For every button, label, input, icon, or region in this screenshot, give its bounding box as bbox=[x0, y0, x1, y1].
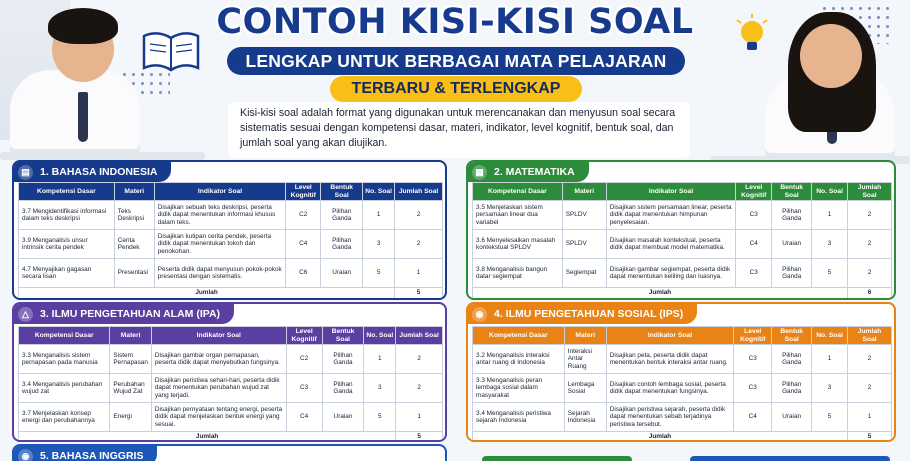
table-header-row bbox=[19, 327, 443, 345]
cell-indikator: Disajikan pernyataan tentang energi, peserta didik dapat menjelaskan bentuk energi yang sesuai. bbox=[151, 403, 286, 432]
cell-materi: Perubahan Wujud Zat bbox=[110, 374, 151, 403]
table-row bbox=[19, 201, 443, 230]
next-panel-edge bbox=[690, 456, 890, 461]
cell-kd: 3.7 Mengidentifikasi informasi dalam teks deskripsi bbox=[19, 201, 115, 230]
cell-bentuk: Pilihan Ganda bbox=[322, 345, 364, 374]
cell-jumlah: 1 bbox=[395, 259, 443, 288]
column-header: No. Soal bbox=[812, 183, 848, 201]
column-header: Bentuk Soal bbox=[772, 327, 812, 345]
intro-paragraph: Kisi-kisi soal adalah format yang digunakan untuk merencanakan dan menyusun soal secara sistematis sesuai dengan kompetensi dasar, materi, indikator, level kognitif, bentuk soal, dan jumlah soal yang akan diujikan. bbox=[228, 102, 690, 158]
table-row bbox=[473, 201, 892, 230]
total-label: Jumlah bbox=[473, 288, 848, 299]
table-row bbox=[473, 403, 892, 432]
cell-no: 3 bbox=[364, 374, 396, 403]
column-header: Jumlah Soal bbox=[848, 183, 892, 201]
cell-kd: 3.3 Menganalisis sistem pernapasan pada manusia bbox=[19, 345, 110, 374]
panel-bahasa-inggris bbox=[12, 444, 447, 461]
cell-kd: 3.2 Menganalisis interaksi antar ruang di Indonesia bbox=[473, 345, 565, 374]
cell-jumlah: 2 bbox=[848, 230, 892, 259]
total-label: Jumlah bbox=[19, 432, 396, 442]
column-header: Materi bbox=[114, 183, 154, 201]
cell-jumlah: 2 bbox=[848, 374, 892, 403]
total-label: Jumlah bbox=[19, 288, 395, 299]
cell-kd: 3.4 Menganalisis peristiwa sejarah Indonesia bbox=[473, 403, 565, 432]
cell-indikator: Disajikan peristiwa sejarah, peserta didik dapat menentukan sebab terjadinya peristiwa tersebut. bbox=[606, 403, 734, 432]
cell-bentuk: Uraian bbox=[322, 403, 364, 432]
cell-no: 5 bbox=[364, 403, 396, 432]
total-value: 5 bbox=[395, 288, 443, 299]
cell-kd: 4.7 Menyajikan gagasan secara lisan bbox=[19, 259, 115, 288]
total-label: Jumlah bbox=[473, 432, 848, 442]
column-header: Jumlah Soal bbox=[395, 183, 443, 201]
cell-indikator: Disajikan sistem persamaan linear, peserta didik dapat menentukan himpunan penyelesaian. bbox=[606, 201, 736, 230]
cell-jumlah: 2 bbox=[395, 201, 443, 230]
cell-bentuk: Pilihan Ganda bbox=[772, 201, 812, 230]
table-header-row bbox=[19, 183, 443, 201]
cell-jumlah: 2 bbox=[848, 201, 892, 230]
cell-jumlah: 2 bbox=[396, 374, 443, 403]
cell-no: 3 bbox=[363, 230, 395, 259]
globe-icon: ◉ bbox=[472, 307, 487, 322]
column-header: Kompetensi Dasar bbox=[473, 327, 565, 345]
column-header: Kompetensi Dasar bbox=[19, 183, 115, 201]
table-total-row bbox=[19, 432, 443, 442]
cell-no: 3 bbox=[812, 374, 848, 403]
table-row bbox=[473, 259, 892, 288]
table-row bbox=[19, 374, 443, 403]
cell-indikator: Disajikan peristiwa sehari-hari, peserta didik dapat menentukan perubahan wujud zat yang terjadi. bbox=[151, 374, 286, 403]
panel-title: ◉ 5. BAHASA INGGRIS bbox=[14, 446, 157, 461]
cell-jumlah: 1 bbox=[396, 403, 443, 432]
cell-level: C2 bbox=[286, 201, 321, 230]
cell-bentuk: Uraian bbox=[321, 259, 363, 288]
table-total-row bbox=[473, 432, 892, 442]
cell-indikator: Disajikan gambar organ pernapasan, peserta didik dapat menyebutkan fungsinya. bbox=[151, 345, 286, 374]
cell-indikator: Disajikan peta, peserta didik dapat menentukan bentuk interaksi antar ruang. bbox=[606, 345, 734, 374]
cell-no: 1 bbox=[812, 201, 848, 230]
cell-materi: Sejarah Indonesia bbox=[564, 403, 606, 432]
column-header: Bentuk Soal bbox=[772, 183, 812, 201]
panel-ips bbox=[466, 302, 896, 442]
cell-materi: SPLDV bbox=[562, 230, 606, 259]
panel-ipa bbox=[12, 302, 447, 442]
cell-level: C2 bbox=[286, 345, 322, 374]
panel-matematika bbox=[466, 160, 896, 300]
column-header: Level Kognitif bbox=[286, 183, 321, 201]
cell-jumlah: 2 bbox=[848, 259, 892, 288]
cell-materi: Energi bbox=[110, 403, 151, 432]
cell-materi: Teks Deskripsi bbox=[114, 201, 154, 230]
cell-level: C3 bbox=[734, 374, 772, 403]
cell-kd: 3.9 Menganalisis unsur intrinsik cerita pendek bbox=[19, 230, 115, 259]
cell-level: C6 bbox=[286, 259, 321, 288]
total-value: 6 bbox=[848, 288, 892, 299]
cell-materi: Presentasi bbox=[114, 259, 154, 288]
cell-level: C4 bbox=[286, 403, 322, 432]
column-header: Bentuk Soal bbox=[322, 327, 364, 345]
cell-level: C4 bbox=[286, 230, 321, 259]
table-row bbox=[19, 403, 443, 432]
cell-no: 5 bbox=[812, 403, 848, 432]
table-row bbox=[473, 374, 892, 403]
column-header: Indikator Soal bbox=[154, 183, 286, 201]
cell-indikator: Disajikan sebuah teks deskripsi, peserta didik dapat menentukan informasi khusus dalam teks. bbox=[154, 201, 286, 230]
panel-title: △ 3. ILMU PENGETAHUAN ALAM (IPA) bbox=[14, 304, 234, 324]
cell-jumlah: 2 bbox=[396, 345, 443, 374]
next-panel-edge bbox=[482, 456, 632, 461]
kisi-table bbox=[18, 326, 443, 442]
column-header: Jumlah Soal bbox=[396, 327, 443, 345]
cell-materi: Cerita Pendek bbox=[114, 230, 154, 259]
column-header: Level Kognitif bbox=[286, 327, 322, 345]
cell-materi: Segiempat bbox=[562, 259, 606, 288]
cell-level: C4 bbox=[736, 230, 772, 259]
panel-title: ▤ 1. BAHASA INDONESIA bbox=[14, 162, 171, 182]
cell-bentuk: Pilihan Ganda bbox=[321, 201, 363, 230]
cell-level: C3 bbox=[736, 201, 772, 230]
cell-indikator: Disajikan contoh lembaga sosial, peserta didik dapat menentukan fungsinya. bbox=[606, 374, 734, 403]
cell-materi: SPLDV bbox=[562, 201, 606, 230]
cell-no: 1 bbox=[363, 201, 395, 230]
table-header-row bbox=[473, 183, 892, 201]
chat-icon: ◉ bbox=[18, 449, 33, 461]
page-title: CONTOH KISI-KISI SOAL bbox=[216, 2, 694, 42]
column-header: Materi bbox=[564, 327, 606, 345]
cell-bentuk: Pilihan Ganda bbox=[772, 345, 812, 374]
cell-jumlah: 2 bbox=[848, 345, 892, 374]
cell-kd: 3.7 Menjelaskan konsep energi dan perubahannya bbox=[19, 403, 110, 432]
book-icon: ▤ bbox=[18, 165, 33, 180]
cell-bentuk: Pilihan Ganda bbox=[321, 230, 363, 259]
cell-materi: Lembaga Sosial bbox=[564, 374, 606, 403]
kisi-table bbox=[472, 326, 892, 442]
table-total-row bbox=[473, 288, 892, 299]
column-header: Materi bbox=[110, 327, 151, 345]
cell-level: C3 bbox=[286, 374, 322, 403]
cell-materi: Sistem Pernapasan bbox=[110, 345, 151, 374]
cell-no: 1 bbox=[364, 345, 396, 374]
cell-bentuk: Uraian bbox=[772, 230, 812, 259]
total-value: 5 bbox=[396, 432, 443, 442]
table-row bbox=[473, 345, 892, 374]
cell-level: C3 bbox=[734, 345, 772, 374]
column-header: No. Soal bbox=[364, 327, 396, 345]
cell-no: 5 bbox=[812, 259, 848, 288]
kisi-table bbox=[18, 182, 443, 299]
cell-indikator: Disajikan masalah kontekstual, peserta didik dapat membuat model matematika. bbox=[606, 230, 736, 259]
table-row bbox=[473, 230, 892, 259]
column-header: Indikator Soal bbox=[606, 183, 736, 201]
cell-kd: 3.5 Menjelaskan sistem persamaan linear dua variabel bbox=[473, 201, 563, 230]
cell-jumlah: 1 bbox=[848, 403, 892, 432]
table-total-row bbox=[19, 288, 443, 299]
cell-bentuk: Pilihan Ganda bbox=[772, 374, 812, 403]
cell-indikator: Disajikan kutipan cerita pendek, peserta didik dapat menentukan tokoh dan penokohan. bbox=[154, 230, 286, 259]
cell-indikator: Disajikan gambar segiempat, peserta didik dapat menentukan keliling dan luasnya. bbox=[606, 259, 736, 288]
panel-title: ◉ 4. ILMU PENGETAHUAN SOSIAL (IPS) bbox=[468, 304, 697, 324]
panel-bahasa-indonesia bbox=[12, 160, 447, 300]
column-header: Jumlah Soal bbox=[848, 327, 892, 345]
cell-no: 5 bbox=[363, 259, 395, 288]
flask-icon: △ bbox=[18, 307, 33, 322]
cell-kd: 3.4 Menganalisis perubahan wujud zat bbox=[19, 374, 110, 403]
column-header: Indikator Soal bbox=[151, 327, 286, 345]
cell-no: 1 bbox=[812, 345, 848, 374]
table-row bbox=[19, 259, 443, 288]
column-header: Bentuk Soal bbox=[321, 183, 363, 201]
table-row bbox=[19, 230, 443, 259]
column-header: Level Kognitif bbox=[736, 183, 772, 201]
total-value: 5 bbox=[848, 432, 892, 442]
cell-level: C4 bbox=[734, 403, 772, 432]
calculator-icon: ▦ bbox=[472, 165, 487, 180]
cell-kd: 3.3 Menganalisis peran lembaga sosial dalam masyarakat bbox=[473, 374, 565, 403]
cell-materi: Interaksi Antar Ruang bbox=[564, 345, 606, 374]
column-header: No. Soal bbox=[812, 327, 848, 345]
panel-title: ▦ 2. MATEMATIKA bbox=[468, 162, 589, 182]
column-header: No. Soal bbox=[363, 183, 395, 201]
cell-no: 3 bbox=[812, 230, 848, 259]
column-header: Materi bbox=[562, 183, 606, 201]
kisi-table bbox=[472, 182, 892, 299]
cell-kd: 3.8 Menganalisis bangun datar segiempat bbox=[473, 259, 563, 288]
column-header: Indikator Soal bbox=[606, 327, 734, 345]
table-row bbox=[19, 345, 443, 374]
table-header-row bbox=[473, 327, 892, 345]
cell-level: C3 bbox=[736, 259, 772, 288]
cell-bentuk: Pilihan Ganda bbox=[772, 259, 812, 288]
column-header: Level Kognitif bbox=[734, 327, 772, 345]
column-header: Kompetensi Dasar bbox=[473, 183, 563, 201]
column-header: Kompetensi Dasar bbox=[19, 327, 110, 345]
cell-jumlah: 2 bbox=[395, 230, 443, 259]
cell-kd: 3.6 Menyelesaikan masalah kontekstual SPLDV bbox=[473, 230, 563, 259]
cell-bentuk: Uraian bbox=[772, 403, 812, 432]
cell-indikator: Peserta didik dapat menyusun pokok-pokok presentasi dengan sistematis. bbox=[154, 259, 286, 288]
page-subtitle: LENGKAP UNTUK BERBAGAI MATA PELAJARAN bbox=[227, 47, 685, 75]
badge-latest: TERBARU & TERLENGKAP bbox=[330, 76, 582, 102]
cell-bentuk: Pilihan Ganda bbox=[322, 374, 364, 403]
